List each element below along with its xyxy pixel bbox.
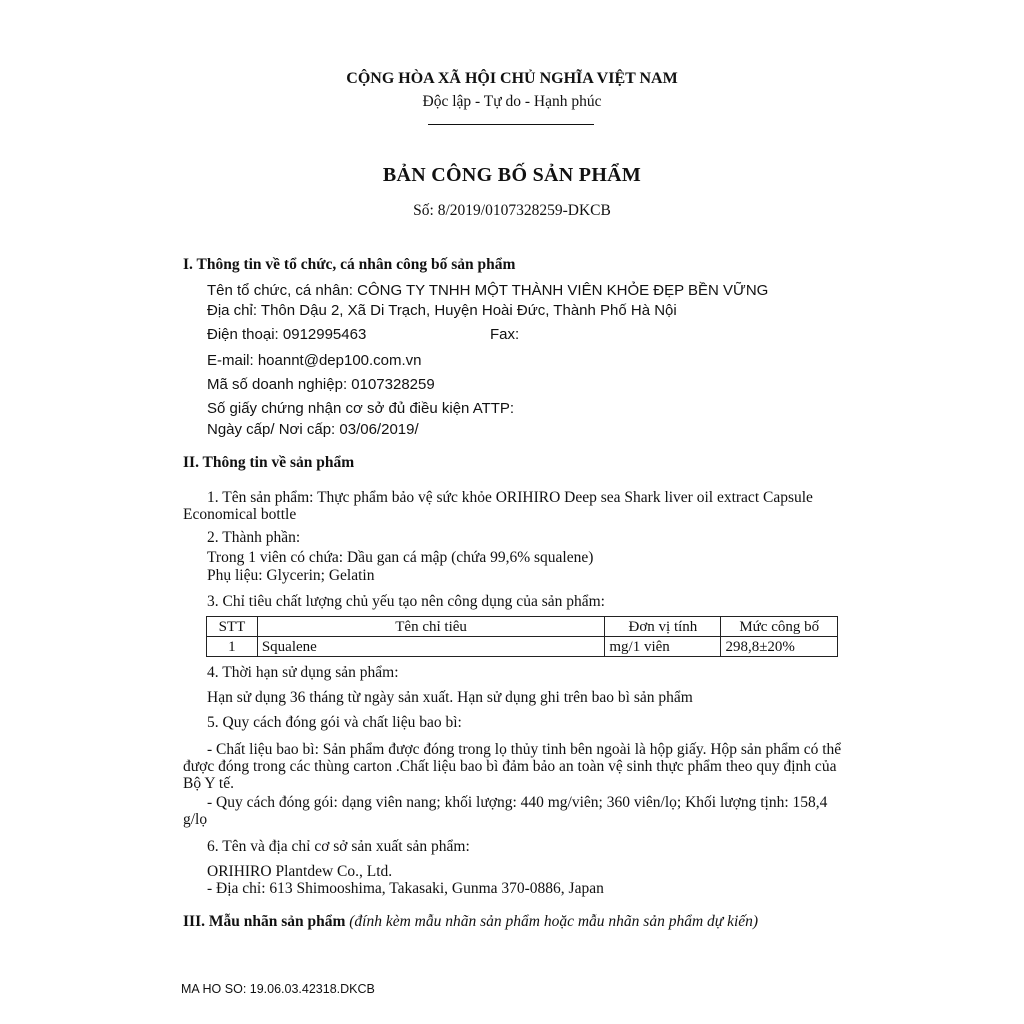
org-issue-date: Ngày cấp/ Nơi cấp: 03/06/2019/ bbox=[207, 421, 419, 438]
table-header-cell: Đơn vị tính bbox=[605, 617, 721, 637]
table-header-row bbox=[207, 617, 838, 637]
national-heading: CỘNG HÒA XÃ HỘI CHỦ NGHĨA VIỆT NAM bbox=[346, 70, 678, 87]
ingredients-title: 2. Thành phần: bbox=[207, 529, 301, 546]
packaging-spec-text: - Quy cách đóng gói: dạng viên nang; khối lượng: 440 mg/viên; 360 viên/lọ; Khối lượng tịnh: 158,4 g/lọ bbox=[183, 794, 828, 828]
org-name: Tên tổ chức, cá nhân: CÔNG TY TNHH MỘT THÀNH VIÊN KHỎE ĐẸP BỀN VỮNG bbox=[207, 282, 769, 299]
table-header-cell: STT bbox=[207, 617, 258, 637]
product-name bbox=[183, 489, 843, 523]
table-cell: Squalene bbox=[257, 637, 605, 657]
packaging-material bbox=[183, 741, 843, 792]
org-food-safety-cert: Số giấy chứng nhận cơ sở đủ điều kiện ATTP: bbox=[207, 400, 515, 417]
section-3-heading bbox=[183, 913, 758, 931]
header-divider bbox=[428, 124, 594, 125]
section-1-heading: I. Thông tin về tổ chức, cá nhân công bố sản phẩm bbox=[183, 256, 516, 273]
org-email: E-mail: hoannt@dep100.com.vn bbox=[207, 352, 422, 369]
org-fax: Fax: bbox=[490, 326, 520, 343]
manufacturer-address: - Địa chỉ: 613 Shimooshima, Takasaki, Gunma 370-0886, Japan bbox=[207, 880, 604, 897]
ingredients-main: Trong 1 viên có chứa: Dầu gan cá mập (chứa 99,6% squalene) bbox=[207, 549, 594, 566]
table-cell: 298,8±20% bbox=[721, 637, 838, 657]
section-3-title: III. Mẫu nhãn sản phẩm bbox=[183, 913, 346, 930]
quality-criteria-table bbox=[206, 616, 838, 657]
table-header-cell: Mức công bố bbox=[721, 617, 838, 637]
org-tax-code: Mã số doanh nghiệp: 0107328259 bbox=[207, 376, 435, 393]
shelf-life-title: 4. Thời hạn sử dụng sản phẩm: bbox=[207, 664, 399, 681]
packaging-material-text: - Chất liệu bao bì: Sản phẩm được đóng trong lọ thủy tinh bên ngoài là hộp giấy. Hộp sản phẩm có thể được đóng trong các thùng carton .Chất liệu bao bì đảm bảo an toàn vệ sinh thực phẩm theo quy định của Bộ Y tế. bbox=[183, 741, 842, 792]
product-name-text: 1. Tên sản phẩm: Thực phẩm bảo vệ sức khỏe ORIHIRO Deep sea Shark liver oil extract Capsule Economical bottle bbox=[183, 489, 813, 523]
org-phone: Điện thoại: 0912995463 bbox=[207, 326, 367, 343]
manufacturer-title: 6. Tên và địa chỉ cơ sở sản xuất sản phẩm: bbox=[207, 838, 470, 855]
table-cell: mg/1 viên bbox=[605, 637, 721, 657]
quality-criteria-title: 3. Chỉ tiêu chất lượng chủ yếu tạo nên công dụng của sản phẩm: bbox=[207, 593, 605, 610]
national-motto: Độc lập - Tự do - Hạnh phúc bbox=[422, 93, 602, 110]
file-code: MA HO SO: 19.06.03.42318.DKCB bbox=[181, 982, 375, 996]
ingredients-excipients: Phụ liệu: Glycerin; Gelatin bbox=[207, 567, 375, 584]
document-title: BẢN CÔNG BỐ SẢN PHẨM bbox=[382, 164, 642, 186]
section-3-note: (đính kèm mẫu nhãn sản phẩm hoặc mẫu nhãn sản phẩm dự kiến) bbox=[349, 913, 759, 930]
shelf-life-text: Hạn sử dụng 36 tháng từ ngày sản xuất. Hạn sử dụng ghi trên bao bì sản phẩm bbox=[207, 689, 693, 706]
section-2-heading: II. Thông tin về sản phẩm bbox=[183, 454, 355, 471]
packaging-spec bbox=[183, 794, 843, 828]
table-cell: 1 bbox=[207, 637, 258, 657]
table-header-cell: Tên chỉ tiêu bbox=[257, 617, 605, 637]
manufacturer-name: ORIHIRO Plantdew Co., Ltd. bbox=[207, 863, 393, 880]
document-number: Số: 8/2019/0107328259-DKCB bbox=[413, 202, 611, 219]
packaging-title: 5. Quy cách đóng gói và chất liệu bao bì: bbox=[207, 714, 462, 731]
org-address: Địa chỉ: Thôn Dậu 2, Xã Di Trạch, Huyện Hoài Đức, Thành Phố Hà Nội bbox=[207, 302, 677, 319]
table-row bbox=[207, 637, 838, 657]
